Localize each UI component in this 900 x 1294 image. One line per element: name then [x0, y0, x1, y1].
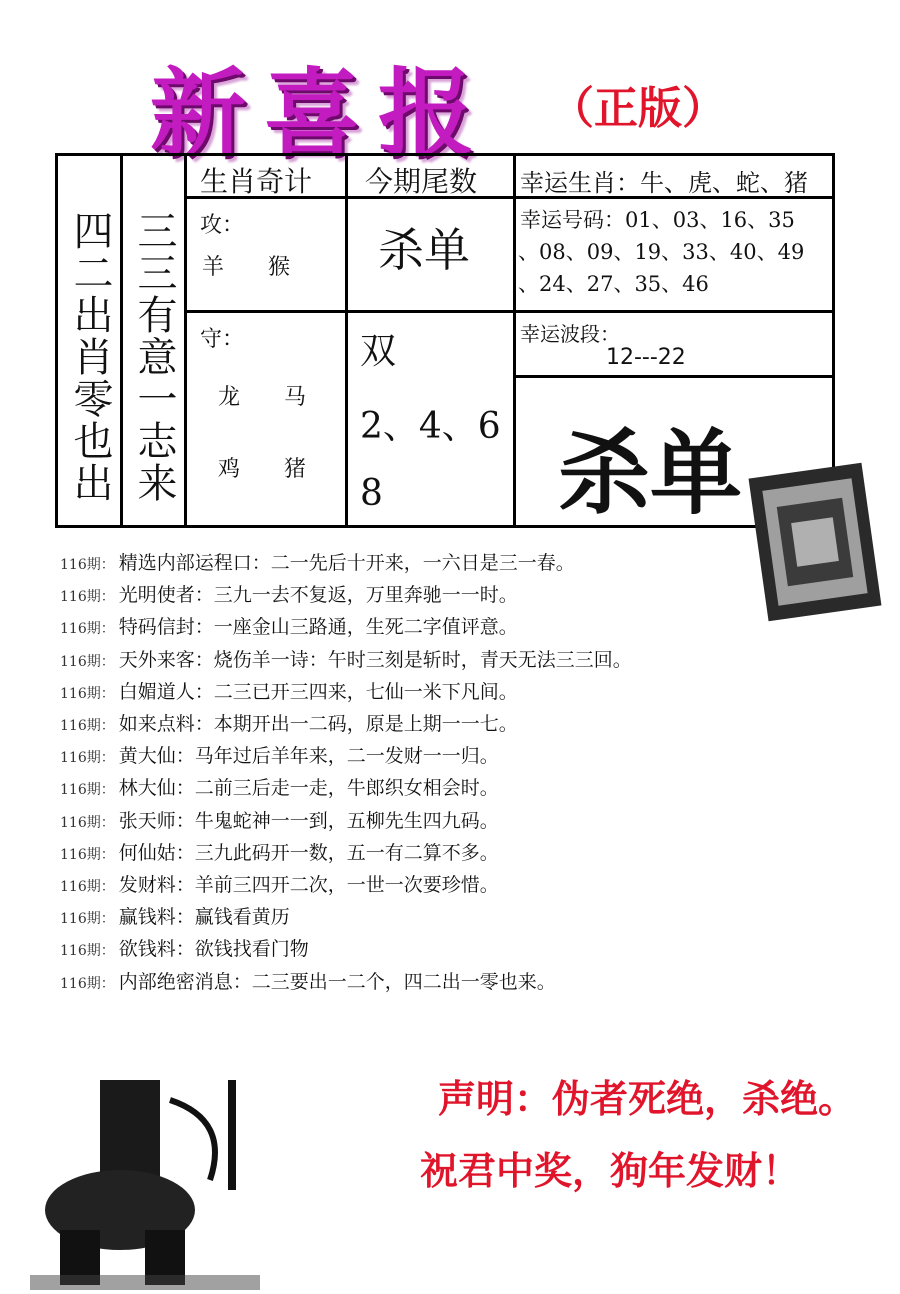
header-zodiac: 生肖奇计 [200, 165, 313, 198]
lucky-numbers-row-1: 幸运号码：01、03、16、35 [520, 208, 795, 232]
left-column-text-1: 四二出肖零也出 [67, 210, 113, 504]
defend-label: 守： [200, 327, 245, 352]
edition-label: （正版） [550, 83, 726, 134]
prediction-line [60, 773, 499, 800]
statement-text: 声明：伪者死绝，杀绝。 [438, 1077, 857, 1121]
prediction-text: 赢钱料：赢钱看黄历 [118, 906, 290, 929]
issue-number: 116期： [60, 621, 115, 638]
prediction-text: 天外来客：烧伤羊一诗：午时三刻是斩时，青天无法三三回。 [118, 648, 632, 671]
prediction-text: 林大仙：二前三后走一走，牛郎织女相会时。 [118, 777, 499, 800]
attack-animals: 羊 猴 [202, 255, 291, 280]
prediction-line [60, 967, 556, 994]
prediction-line [60, 645, 632, 672]
tail-even: 双 [360, 331, 397, 372]
big-kill: 杀单 [558, 419, 743, 527]
prediction-line [60, 612, 518, 639]
seal-stamp [739, 454, 890, 631]
blessing-text: 祝君中奖，狗年发财！ [420, 1149, 801, 1193]
defend-row-2: 鸡 猪 [218, 457, 307, 482]
issue-number: 116期： [60, 718, 115, 734]
left-column-text-2: 三三有意一志来 [131, 210, 177, 504]
prediction-text: 内部绝密消息：二三要出一二个，四二出一零也来。 [118, 970, 556, 993]
wave-label: 幸运波段： [520, 322, 620, 346]
warrior-illustration [30, 1080, 260, 1290]
prediction-text: 特码信封：一座金山三路通，生死二字值评意。 [118, 616, 518, 639]
prediction-line [60, 934, 309, 961]
issue-number: 116期： [60, 911, 115, 928]
prediction-line [60, 580, 518, 607]
prediction-line [60, 548, 575, 575]
issue-number: 116期： [60, 557, 115, 573]
defend-row-1: 龙 马 [218, 385, 307, 410]
prediction-line [60, 838, 499, 865]
prediction-text: 白媚道人：二三已开三四来，七仙一米下凡间。 [118, 680, 518, 703]
issue-number: 116期： [60, 975, 115, 992]
prediction-text: 光明使者：三九一去不复返，万里奔驰一一时。 [118, 584, 518, 607]
prediction-line [60, 902, 290, 929]
issue-number: 116期： [60, 750, 115, 767]
prediction-line [60, 677, 518, 704]
prediction-line [60, 741, 499, 768]
lucky-numbers-row-3: 、24、27、35、46 [518, 272, 709, 296]
issue-number: 116期： [60, 846, 115, 863]
prediction-text: 张天师：牛鬼蛇神一一到，五柳先生四九码。 [118, 809, 499, 832]
header-tail: 今期尾数 [365, 165, 478, 198]
tail-numbers-2: 8 [360, 473, 383, 514]
prediction-text: 黄大仙：马年过后羊年来，二一发财一一归。 [118, 745, 499, 768]
issue-number: 116期： [60, 943, 115, 960]
prediction-line [60, 870, 499, 897]
attack-label: 攻： [200, 213, 245, 238]
prediction-text: 精选内部运程口：二一先后十开来，一六日是三一春。 [118, 552, 575, 574]
tail-numbers-1: 2、4、6 [360, 406, 501, 447]
wave-value: 12---22 [606, 345, 686, 370]
issue-number: 116期： [60, 782, 115, 799]
prediction-text: 发财料：羊前三四开二次，一世一次要珍惜。 [118, 874, 499, 896]
header-lucky-zodiac: 幸运生肖：牛、虎、蛇、猪 [520, 169, 808, 197]
prediction-line [60, 806, 499, 833]
prediction-text: 欲钱料：欲钱找看门物 [118, 938, 309, 961]
newspaper-title: 新喜报 [150, 58, 492, 170]
prediction-line [60, 709, 518, 736]
tail-kill: 杀单 [378, 223, 470, 277]
issue-number: 116期： [60, 589, 115, 606]
issue-number: 116期： [60, 685, 115, 702]
issue-number: 116期： [60, 653, 115, 670]
prediction-text: 如来点料：本期开出一二码，原是上期一一七。 [118, 713, 518, 735]
lucky-numbers-row-2: 、08、09、19、33、40、49 [518, 240, 805, 264]
prediction-text: 何仙姑：三九此码开一数，五一有二算不多。 [118, 841, 499, 864]
issue-number: 116期： [60, 814, 115, 831]
issue-number: 116期： [60, 879, 115, 895]
